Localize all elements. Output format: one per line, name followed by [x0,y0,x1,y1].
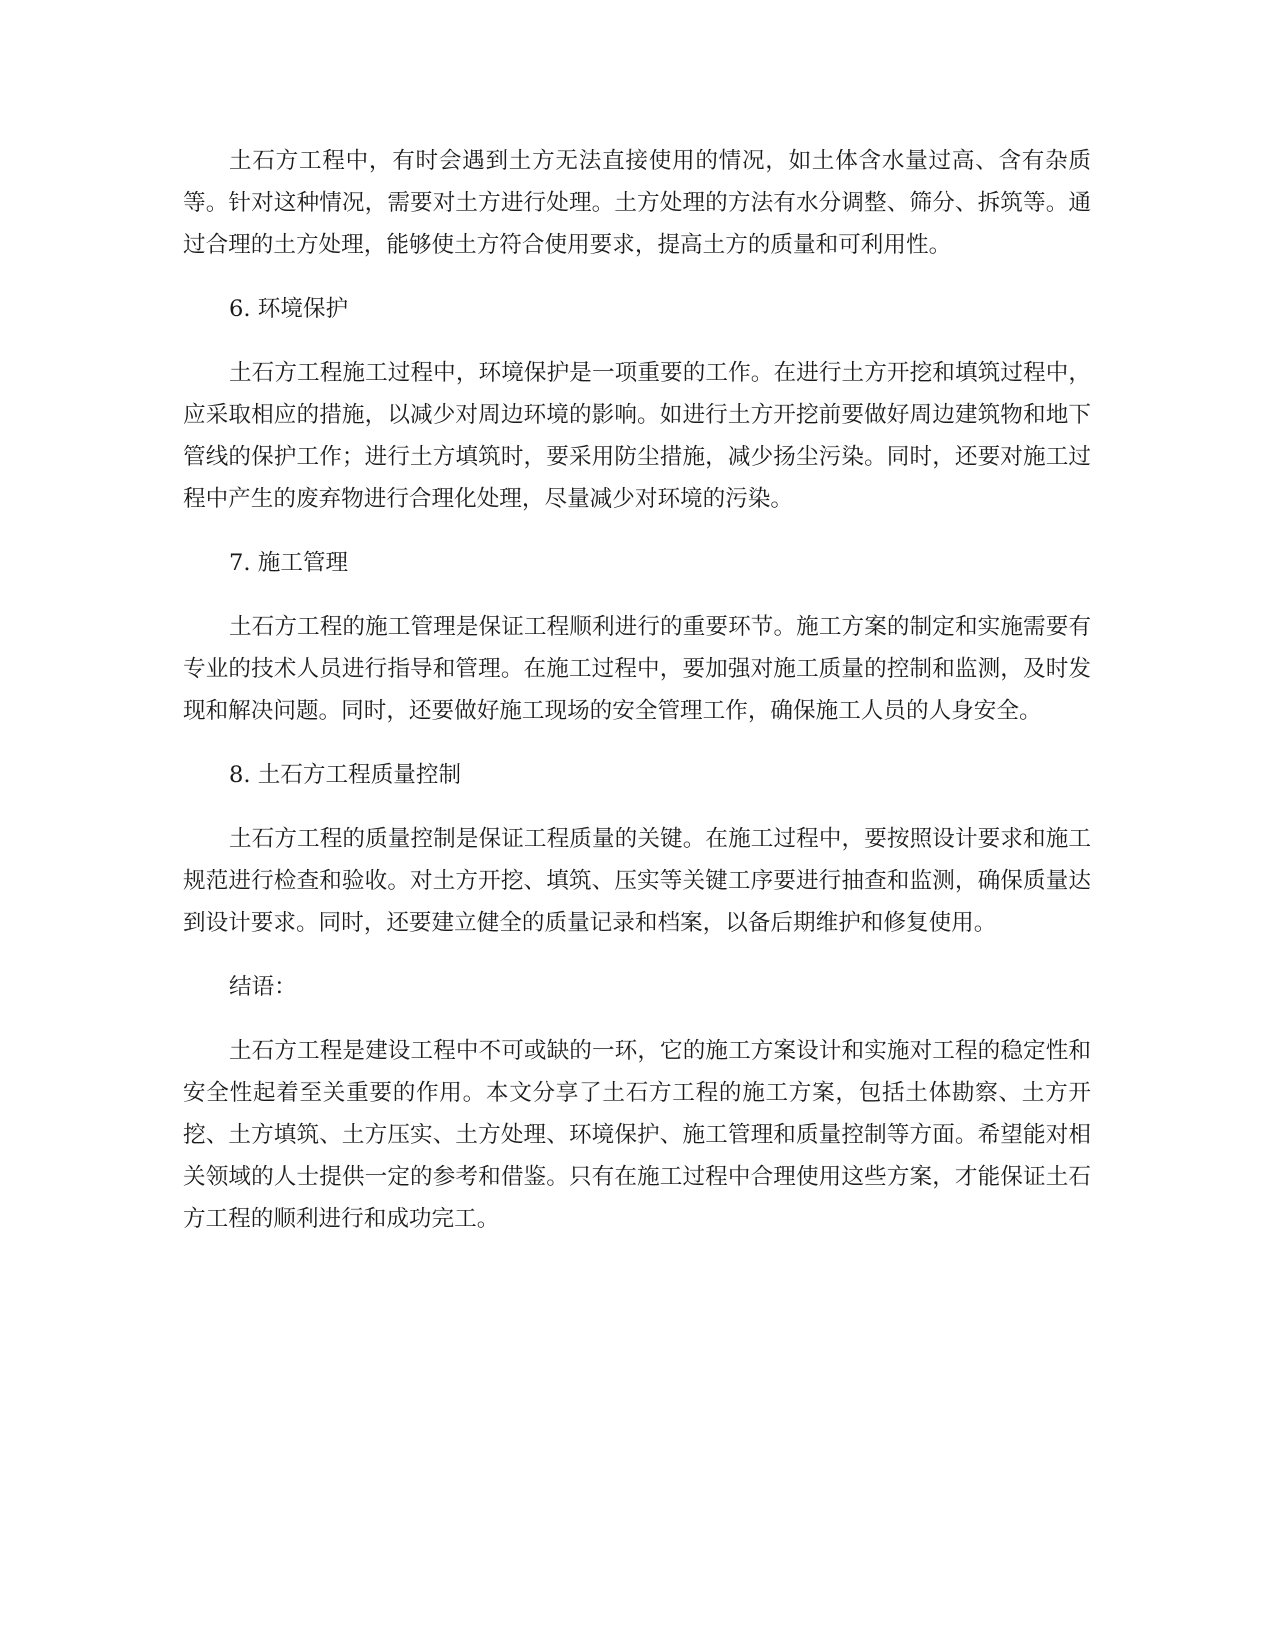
paragraph-conclusion: 土石方工程是建设工程中不可或缺的一环，它的施工方案设计和实施对工程的稳定性和安全性起着至关重要的作用。本文分享了土石方工程的施工方案，包括土体勘察、土方开挖、土方填筑、土方压实、土方处理、环境保护、施工管理和质量控制等方面。希望能对相关领域的人士提供一定的参考和借鉴。只有在施工过程中合理使用这些方案，才能保证土石方工程的顺利进行和成功完工。 [183,1038,1091,1232]
heading-environment-protection: 6. 环境保护 [229,296,349,322]
document-body [183,140,1091,1262]
paragraph-quality-control: 土石方工程的质量控制是保证工程质量的关键。在施工过程中，要按照设计要求和施工规范进行检查和验收。对土方开挖、填筑、压实等关键工序要进行抽查和监测，确保质量达到设计要求。同时，还要建立健全的质量记录和档案，以备后期维护和修复使用。 [183,826,1091,936]
paragraph-construction-management: 土石方工程的施工管理是保证工程顺利进行的重要环节。施工方案的制定和实施需要有专业的技术人员进行指导和管理。在施工过程中，要加强对施工质量的控制和监测，及时发现和解决问题。同时，还要做好施工现场的安全管理工作，确保施工人员的人身安全。 [183,614,1091,724]
heading-construction-management: 7. 施工管理 [229,550,349,576]
heading-quality-control: 8. 土石方工程质量控制 [229,762,462,788]
heading-conclusion: 结语： [229,974,297,1000]
paragraph-environment-protection: 土石方工程施工过程中，环境保护是一项重要的工作。在进行土方开挖和填筑过程中，应采取相应的措施，以减少对周边环境的影响。如进行土方开挖前要做好周边建筑物和地下管线的保护工作；进行土方填筑时，要采用防尘措施，减少扬尘污染。同时，还要对施工过程中产生的废弃物进行合理化处理，尽量减少对环境的污染。 [183,360,1091,512]
paragraph-soil-treatment: 土石方工程中，有时会遇到土方无法直接使用的情况，如土体含水量过高、含有杂质等。针对这种情况，需要对土方进行处理。土方处理的方法有水分调整、筛分、拆筑等。通过合理的土方处理，能够使土方符合使用要求，提高土方的质量和可利用性。 [183,148,1091,258]
